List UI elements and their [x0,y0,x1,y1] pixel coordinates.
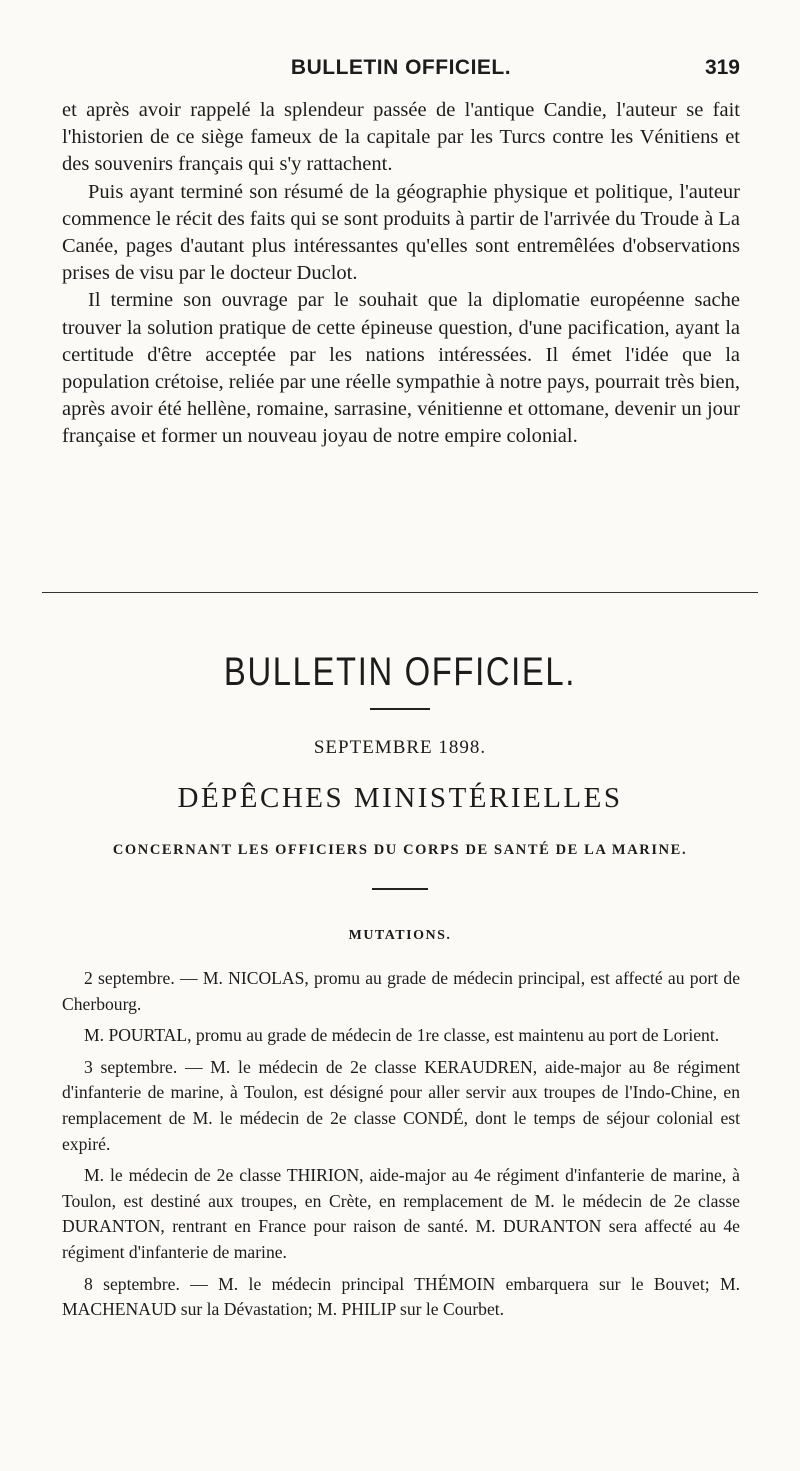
mutations-heading: MUTATIONS. [348,928,452,943]
date-heading: SEPTEMBRE 1898. [313,737,487,758]
mutation-entry: 2 septembre. — M. NICOLAS, promu au grade de médecin principal, est affecté au port de Cherbourg. [62,968,740,1014]
dispatch-heading: DÉPÊCHES MINISTÉRIELLES [177,782,623,814]
title-underline [370,708,430,710]
mutation-entry: 8 septembre. — M. le médecin principal THÉMOIN embarquera sur le Bouvet; M. MACHENAUD sur la Dévastation; M. PHILIP sur le Courbet. [62,1273,740,1320]
section-divider [42,592,758,593]
concerning-heading: CONCERNANT LES OFFICIERS DU CORPS DE SANTÉ DE LA MARINE. [112,842,688,858]
section-title: BULLETIN OFFICIEL. [223,650,577,694]
page-number: 319 [704,56,740,79]
mutation-entry: M. le médecin de 2e classe THIRION, aide-major au 4e régiment d'infanterie de marine, à Toulon, est destiné aux troupes, en Crète, en remplacement de M. le médecin de 2e classe DURANTON, rentrant en France pour raison de santé. M. DURANTON sera affecté au 4e régiment d'infanterie de marine. [62,1165,740,1262]
paragraph: et après avoir rappelé la splendeur passée de l'antique Candie, l'auteur se fait l'historien de ce siège fameux de la capitale par les Turcs contre les Vénitiens et des souvenirs français qui s'y rattachent. [62,99,740,176]
paragraph: Il termine son ouvrage par le souhait que la diplomatie européenne sache trouver la solution pratique de cette épineuse question, d'une pacification, ayant la certitude d'être acceptée par les nations intéressées. Il émet l'idée que la population crétoise, reliée par une réelle sympathie à notre pays, pourrait très bien, après avoir été hellène, romaine, sarrasine, vénitienne et ottomane, devenir un jour française et former un nouveau joyau de notre empire colonial. [62,289,740,448]
intro-text [62,97,740,451]
mutations-list [62,966,740,1329]
running-header [62,56,740,90]
heading-underline [372,888,428,890]
mutation-entry: 3 septembre. — M. le médecin de 2e classe KERAUDREN, aide-major au 8e régiment d'infanterie de marine, à Toulon, est désigné pour aller servir aux troupes de l'Indo-Chine, en remplacement de M. le médecin de 2e classe CONDÉ, dont le temps de séjour colonial est expiré. [62,1056,740,1154]
paragraph: Puis ayant terminé son résumé de la géographie physique et politique, l'auteur commence le récit des faits qui se sont produits à partir de l'arrivée du Troude à La Canée, pages d'autant plus intéressantes qu'elles sont entremêlées d'observations prises de visu par le docteur Duclot. [62,180,740,285]
mutation-entry: M. POURTAL, promu au grade de médecin de 1re classe, est maintenu au port de Lorient. [84,1025,720,1046]
running-title: BULLETIN OFFICIEL. [290,56,512,79]
